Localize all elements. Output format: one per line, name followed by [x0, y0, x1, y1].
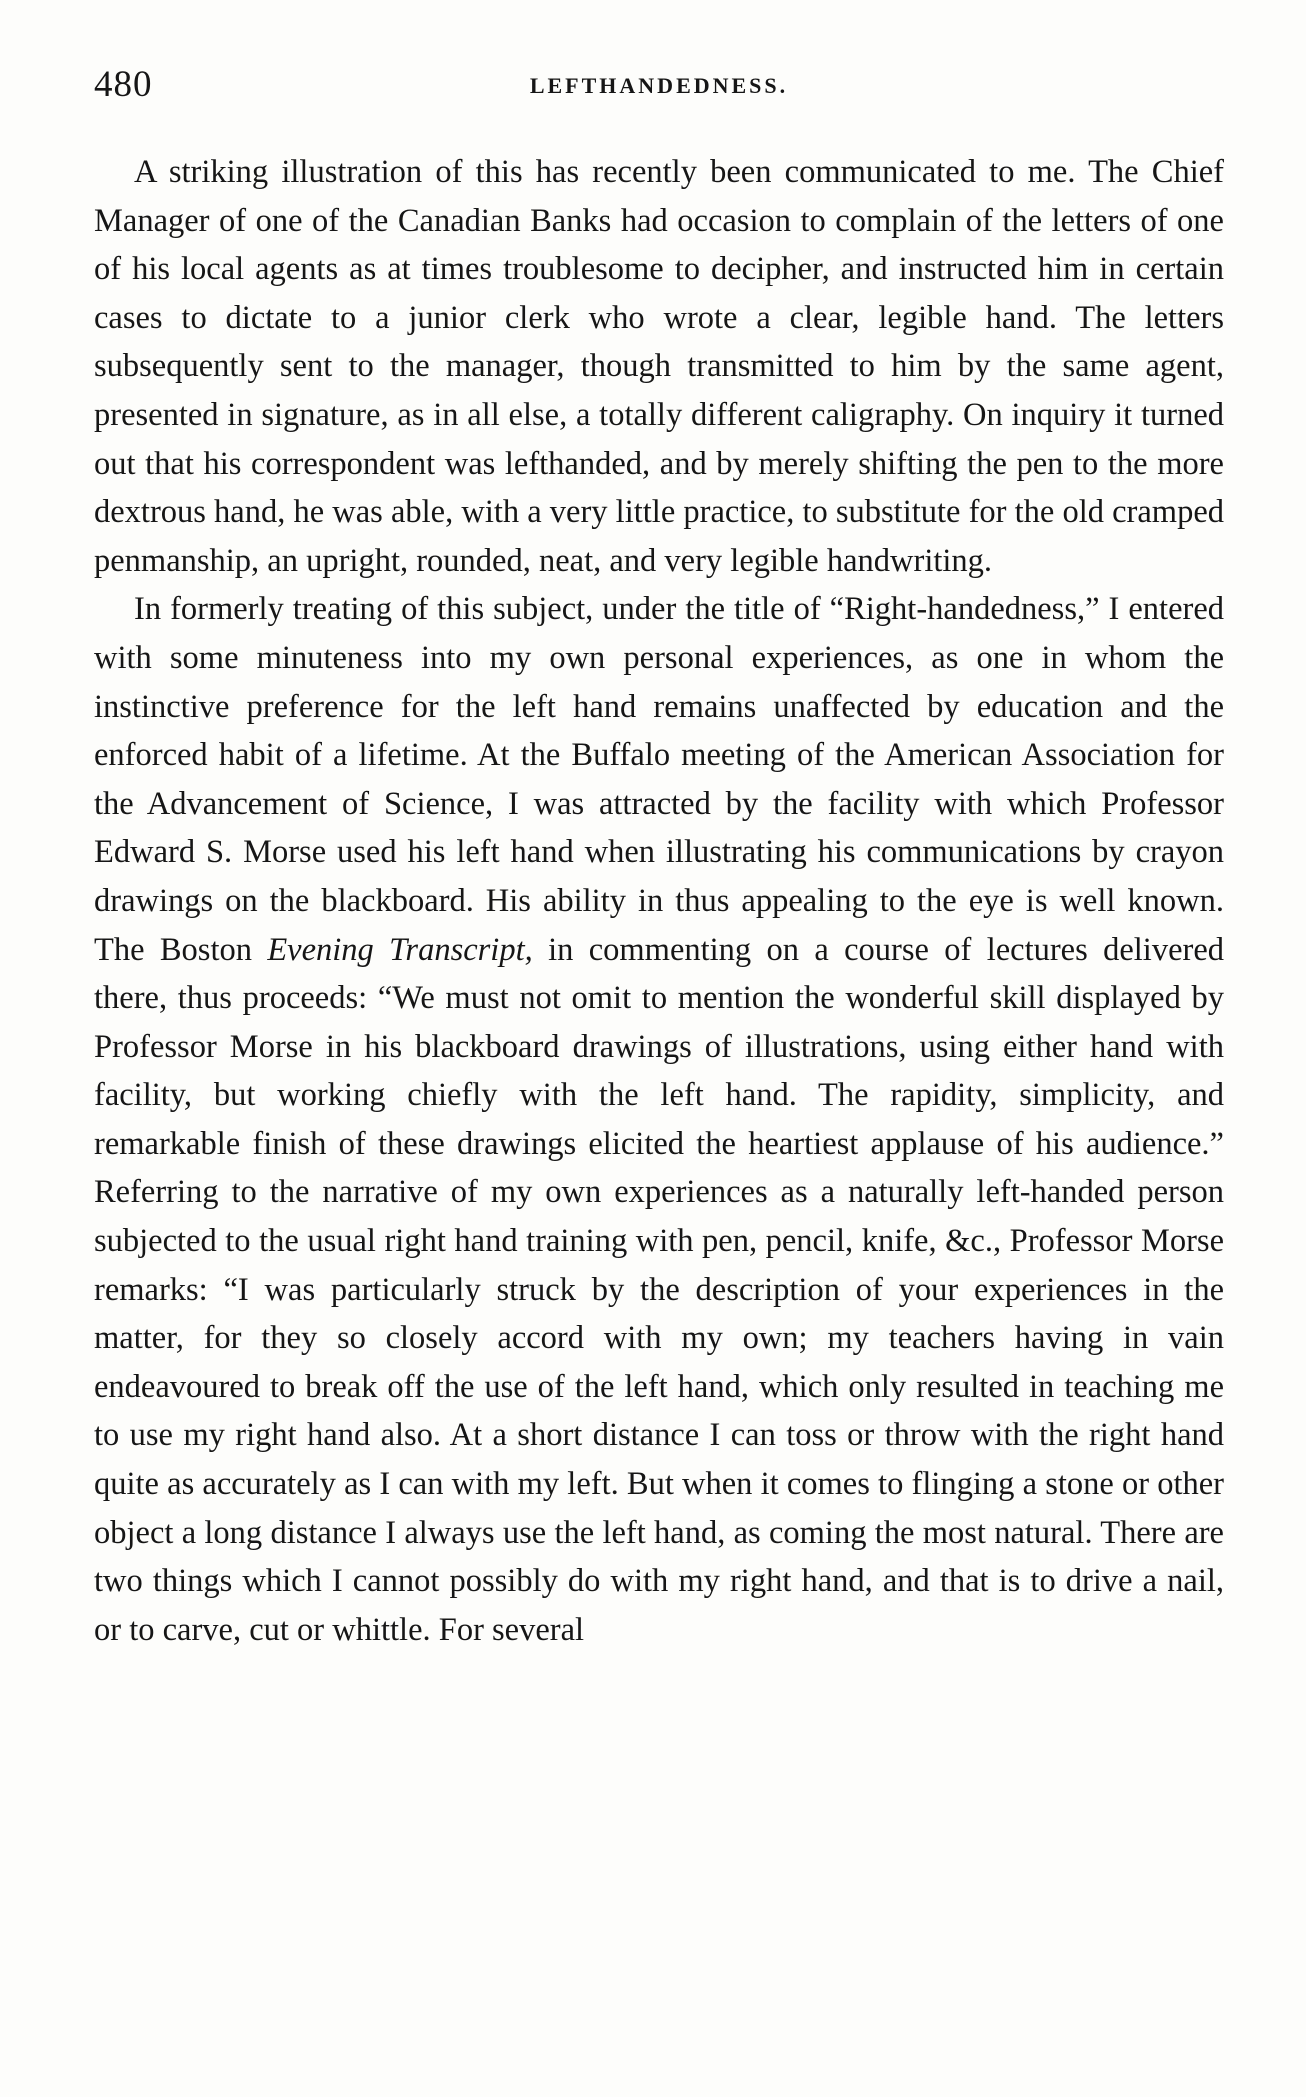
page-number: 480: [94, 64, 153, 105]
paragraph-text: A striking illustration of this has recently been communicated to me. The Chief Manager of one of the Canadian Banks had occasion to complain of the letters of one of his local agents as at times troublesome to decipher, and instructed him in certain cases to dictate to a junior clerk who wrote a clear, legible hand. The letters subsequently sent to the manager, though transmitted to him by the same agent, presented in signature, as in all else, a totally different caligraphy. On inquiry it turned out that his correspondent was lefthanded, and by merely shifting the pen to the more dextrous hand, he was able, with a very little practice, to substitute for the old cramped penmanship, an upright, rounded, neat, and very legible handwriting.: [94, 154, 1224, 579]
paragraph-left-handed-clerk: [94, 148, 1224, 585]
page-header: [94, 60, 1224, 110]
paragraph-professor-morse: [94, 585, 1224, 1654]
newspaper-title: Evening Transcript,: [267, 931, 533, 968]
paragraph-text: in commenting on a course of lectures delivered there, thus proceeds: “We must not omit to mention the wonderful skill displayed by Professor Morse in his blackboard drawings of illustrations, using either hand with facility, but working chiefly with the left hand. The rapidity, simplicity, and remarkable finish of these drawings elicited the heartiest applause of his audience.” Referring to the narrative of my own experiences as a naturally left-handed person subjected to the usual right hand training with pen, pencil, knife, &c., Professor Morse remarks: “I was particularly struck by the description of your experiences in the matter, for they so closely accord with my own; my teachers having in vain endeavoured to break off the use of the left hand, which only resulted in teaching me to use my right hand also. At a short distance I can toss or throw with the right hand quite as accurately as I can with my left. But when it comes to flinging a stone or other object a long distance I always use the left hand, as coming the most natural. There are two things which I cannot possibly do with my right hand, and that is to drive a nail, or to carve, cut or whittle. For several: [94, 931, 1225, 1648]
running-head: LEFTHANDEDNESS.: [529, 73, 789, 98]
page-body: [94, 148, 1224, 1654]
paragraph-text: In formerly treating of this subject, under the title of “Right-handedness,” I entered with some minuteness into my own personal experiences, as one in whom the instinctive preference for the left hand remains unaffected by education and the enforced habit of a lifetime. At the Buffalo meeting of the American Association for the Advancement of Science, I was attracted by the facility with which Professor Edward S. Morse used his left hand when illustrating his communications by crayon drawings on the blackboard. His ability in thus appealing to the eye is well known. The Boston: [94, 591, 1224, 968]
